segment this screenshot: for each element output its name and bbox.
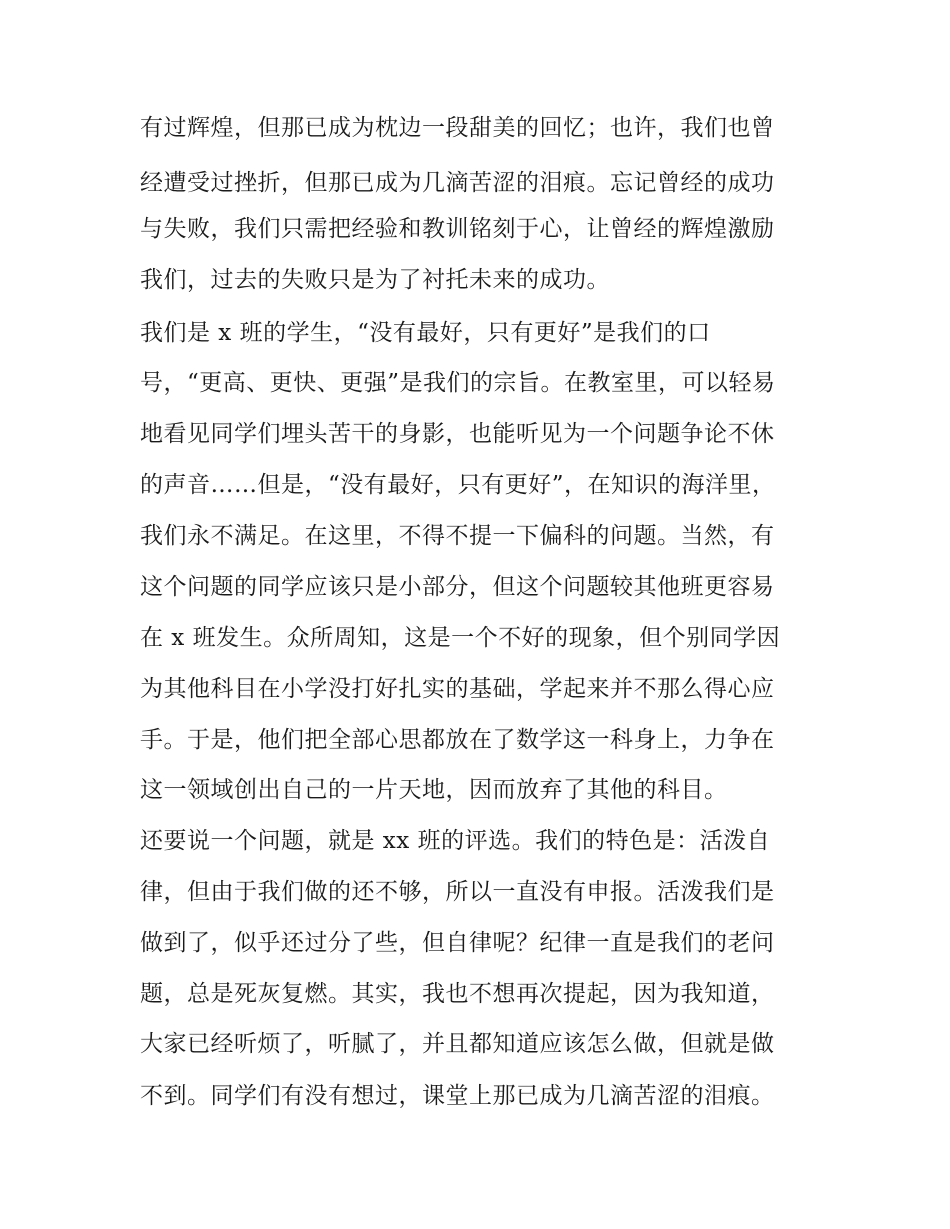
text-line: 题，总是死灰复燃。其实，我也不想再次提起，因为我知道， <box>140 981 775 1007</box>
text-line: 这一领域创出自己的一片天地，因而放弃了其他的科目。 <box>140 777 728 803</box>
text-line: 为其他科目在小学没打好扎实的基础，学起来并不那么得心应 <box>140 676 775 702</box>
text-line: 有过辉煌，但那已成为枕边一段甜美的回忆；也许，我们也曾 <box>140 115 775 141</box>
text-line: 律，但由于我们做的还不够，所以一直没有申报。活泼我们是 <box>140 879 775 905</box>
text-line: 号，“更高、更快、更强”是我们的宗旨。在教室里，可以轻易 <box>140 370 776 396</box>
text-line: 的声音……但是，“没有最好，只有更好”，在知识的海洋里， <box>140 472 776 498</box>
text-line: 大家已经听烦了，听腻了，并且都知道应该怎么做，但就是做 <box>140 1031 775 1057</box>
text-line: 地看见同学们埋头苦干的身影，也能听见为一个问题争论不休 <box>140 421 775 447</box>
text-line: 我们永不满足。在这里，不得不提一下偏科的问题。当然，有 <box>140 523 775 549</box>
text-line: 这个问题的同学应该只是小部分，但这个问题较其他班更容易 <box>140 574 775 600</box>
text-line: 在 x 班发生。众所周知，这是一个不好的现象，但个别同学因 <box>140 625 781 651</box>
text-line: 手。于是，他们把全部心思都放在了数学这一科身上，力争在 <box>140 727 775 753</box>
text-line: 不到。同学们有没有想过，课堂上那已成为几滴苦涩的泪痕。 <box>140 1083 775 1109</box>
text-line: 还要说一个问题，就是 xx 班的评选。我们的特色是：活泼自 <box>140 828 771 854</box>
text-line: 我们是 x 班的学生，“没有最好，只有更好”是我们的口 <box>140 320 711 346</box>
text-line: 经遭受过挫折，但那已成为几滴苦涩的泪痕。忘记曾经的成功 <box>140 170 775 196</box>
text-line: 做到了，似乎还过分了些，但自律呢？纪律一直是我们的老问 <box>140 930 775 956</box>
text-line: 我们，过去的失败只是为了衬托未来的成功。 <box>140 267 610 293</box>
text-line: 与失败，我们只需把经验和教训铭刻于心，让曾经的辉煌激励 <box>140 216 775 242</box>
